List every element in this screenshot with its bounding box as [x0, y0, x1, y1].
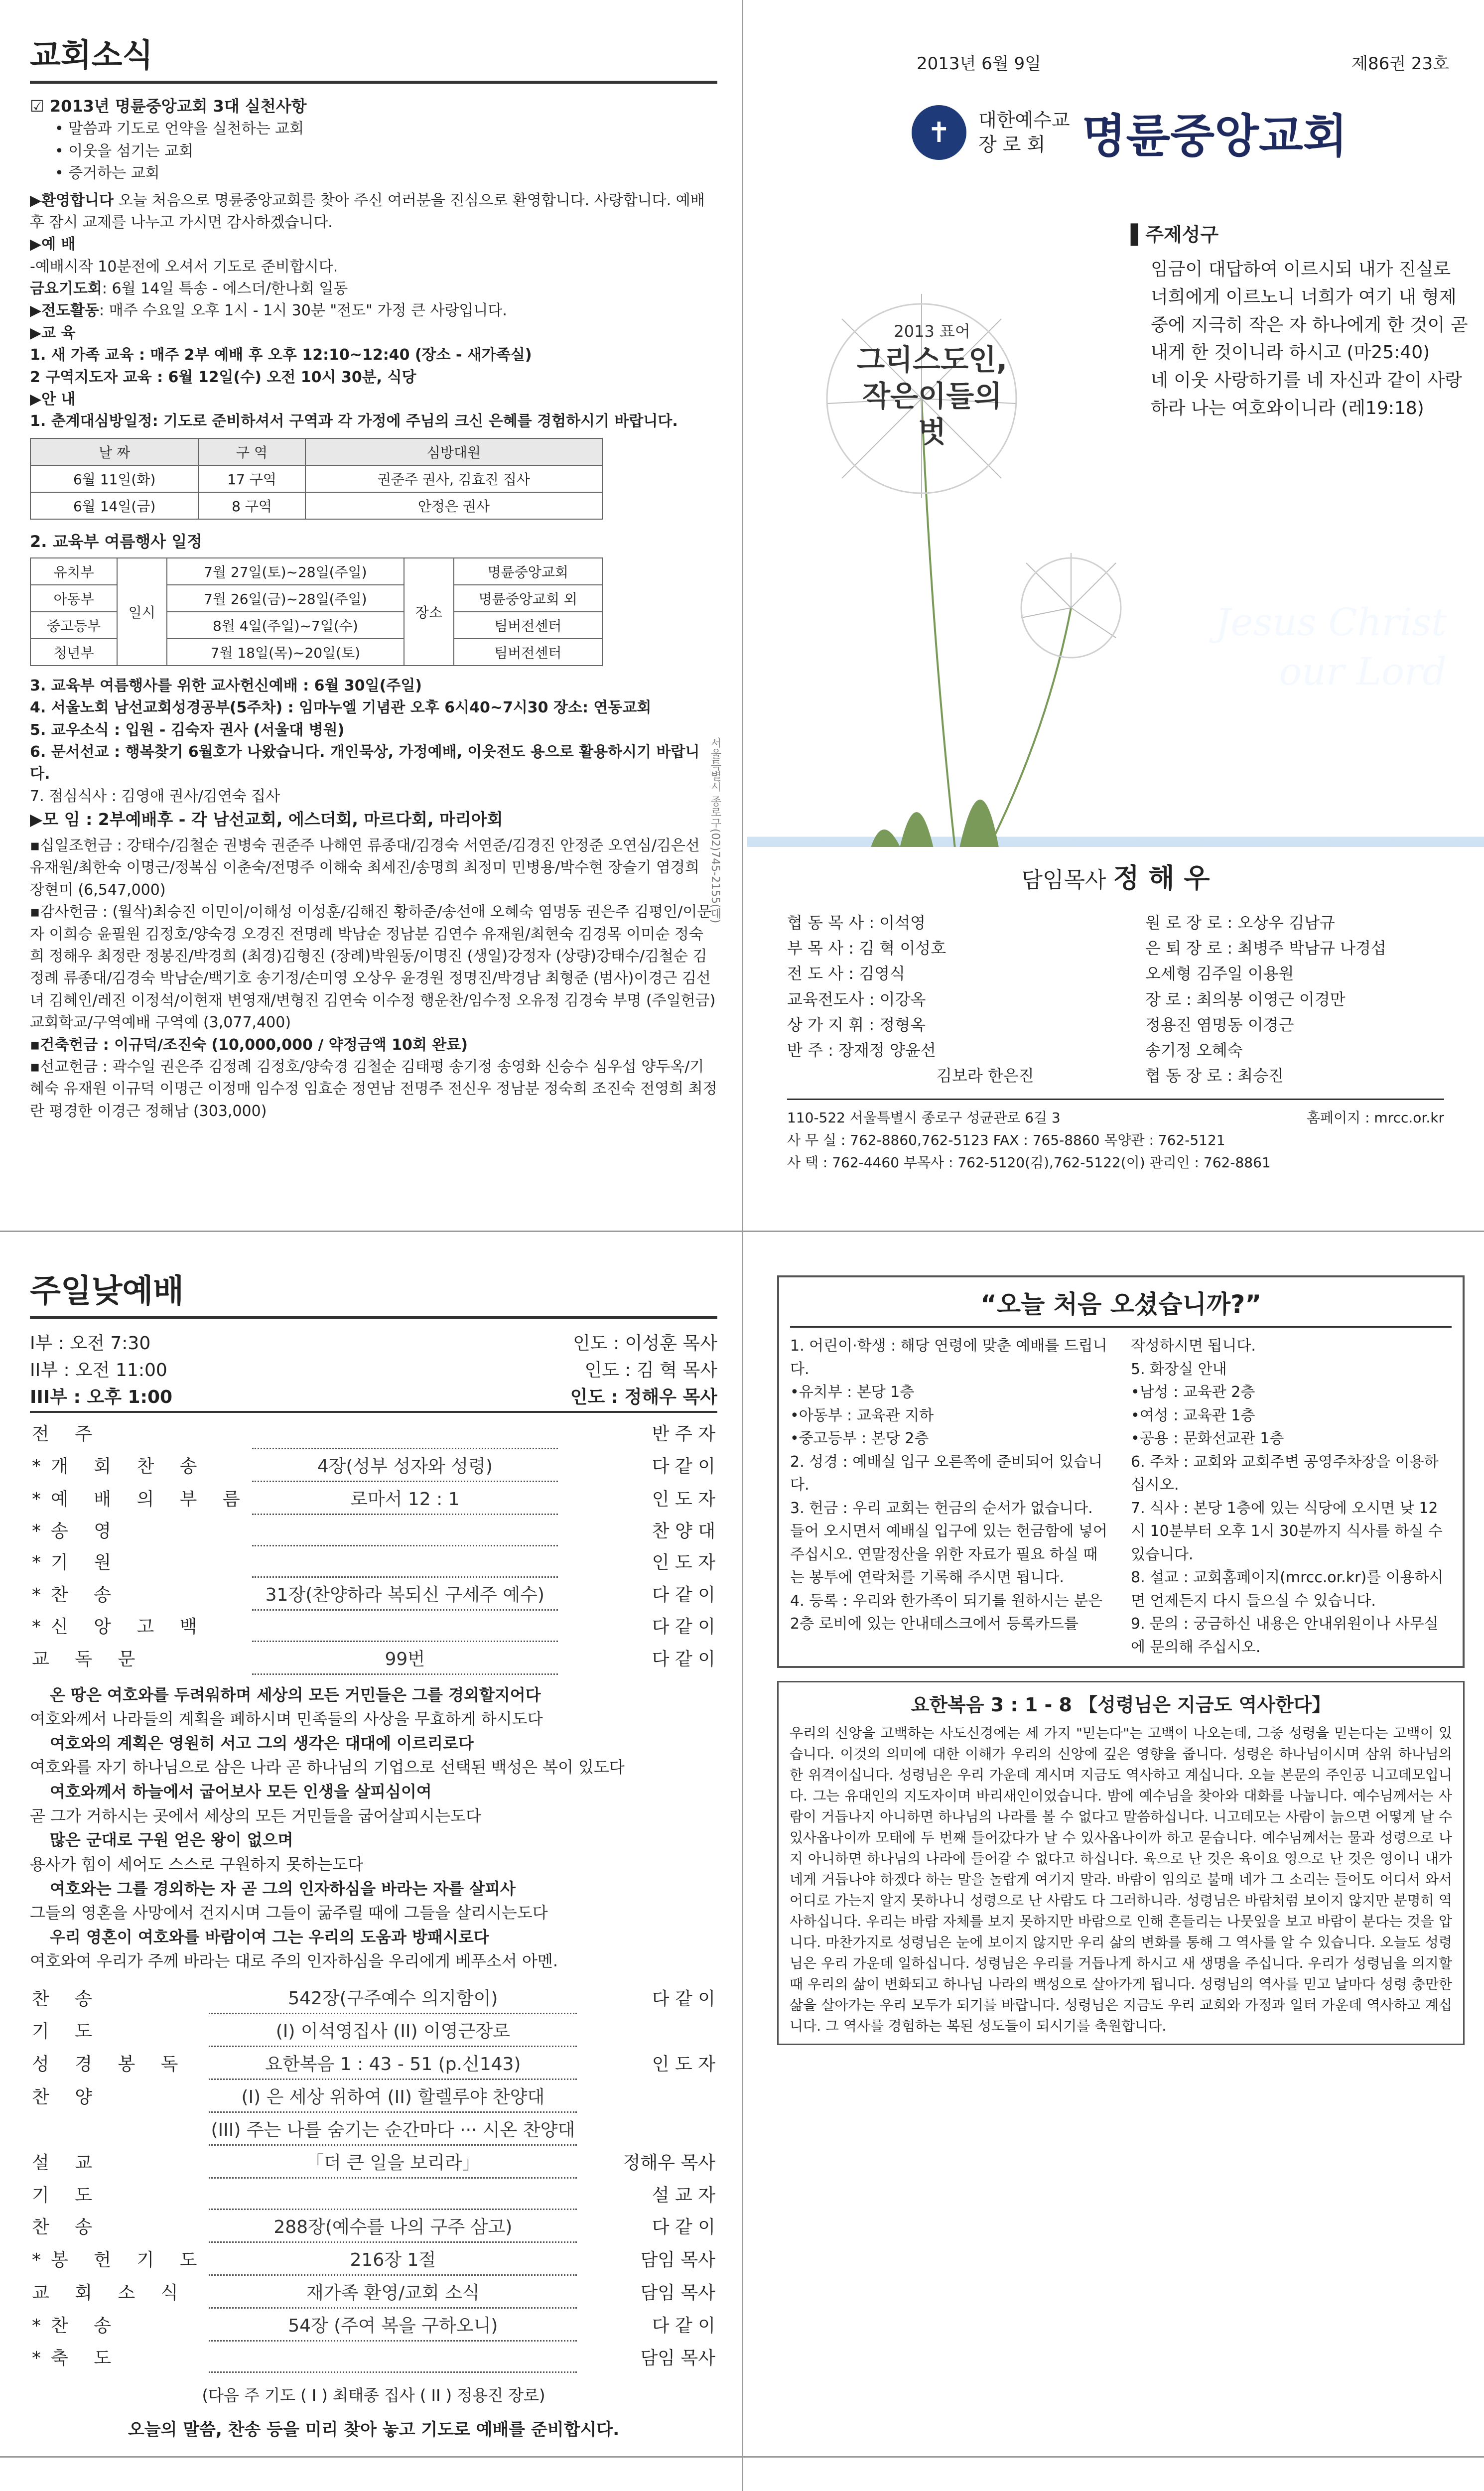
welcome-item: •공용 : 문화선교관 1층 [1131, 1430, 1284, 1447]
order-leader: 다 같 이 [652, 1988, 715, 2009]
welcome-item: •유치부 : 본당 1층 [790, 1384, 915, 1401]
sermon-box [777, 1681, 1465, 2045]
notice-line: 3. 교육부 여름행사를 위한 교사헌신예배 : 6월 30일(주일) [30, 677, 422, 694]
practice-title: 2013년 명륜중앙교회 3대 실천사항 [49, 97, 307, 116]
motto-label: 2013 표어 [894, 322, 970, 341]
residence-phone: 사 택 : 762-4460 부목사 : 762-5120(김),762-5122(이) 관리인 : 762-8861 [787, 1154, 1271, 1171]
order-label: 교 회 소 식 [32, 2283, 188, 2303]
table-row: 청년부 7월 18일(목)~20일(토) 팀버전센터 [30, 639, 602, 666]
table-row: 유치부 일시 7월 27일(토)~28일(주일) 장소 명륜중앙교회 [30, 558, 602, 585]
welcome-item: 9. 문의 : 궁금하신 내용은 안내위원이나 사무실에 문의해 주십시오. [1131, 1615, 1439, 1656]
order-label: *개 회 찬 송 [32, 1456, 207, 1477]
church-news-panel [30, 30, 717, 1216]
table-row: 중고등부 8월 4일(주일)~7일(수) 팀버전센터 [30, 612, 602, 639]
order-label: *송 영 [32, 1521, 121, 1541]
order-label: *봉 헌 기 도 [32, 2250, 207, 2270]
order-leader: 설 교 자 [652, 2185, 715, 2206]
notice-line: 7. 점심식사 : 김영애 권사/김연숙 집사 [30, 787, 280, 805]
welcome-item: •중고등부 : 본당 2층 [790, 1430, 929, 1447]
motto-line: 벗 [918, 415, 946, 449]
edu-line: 1. 새 가족 교육 : 매주 2부 예배 후 오후 12:10~12:40 (장소 - 새가족실) [30, 346, 532, 364]
order-label: *신 앙 고 백 [32, 1617, 207, 1637]
homepage: 홈페이지 : mrcc.or.kr [1307, 1109, 1444, 1126]
practice-item: • 이웃을 섬기는 교회 [55, 142, 194, 160]
offering-item: ▪십일조헌금 : 강태수/김철순 권병숙 권준주 나해연 류종대/김경숙 서연준/김경진 안정준 오연심/김은선 유재원/최한숙 이명근/정복심 이춘숙/전명주 이해숙 최세진/송명희 최정미 민병용/박수현 장슬기 염경희 장현미 (6,547,000) [30, 837, 700, 899]
welcome-item: •아동부 : 교육관 지하 [790, 1406, 934, 1424]
welcome-item: 3. 헌금 : 우리 교회는 헌금의 순서가 없습니다. 들어 오시면서 예배실 입구에 있는 헌금함에 넣어 주십시오. 연말정산을 위한 자료가 필요 하실 때는 봉투에 연락처를 기록해 주시면 됩니다. [790, 1499, 1107, 1586]
order-label: 교 독 문 [32, 1649, 145, 1669]
fold-line-horizontal-1 [0, 1231, 1484, 1232]
order-content [209, 2341, 577, 2372]
order-row [30, 2079, 717, 2112]
order-label: 기 도 [32, 2185, 102, 2206]
church-logo [912, 100, 1348, 165]
order-content: 4장(성부 성자와 성령) [252, 1448, 558, 1481]
order-leader: 담임 목사 [640, 2283, 715, 2303]
notice-items [30, 190, 717, 433]
theme-verse: ▌주제성구 임금이 대답하여 이르시되 내가 진실로 너희에게 이르노니 너희가 여기 내 형제 중에 지극히 작은 자 하나에게 한 것이 곧 내게 한 것이니라 하시고 (마25:40) 네 이웃 사랑하기를 네 자신과 같이 사랑하라 나는 여호와이니라 (레19:18) [1131, 224, 1468, 418]
order-content: 216장 1절 [209, 2242, 577, 2275]
notice-item: 금요기도회: 6월 14일 특송 - 에스더/한나회 일동 [30, 280, 348, 298]
notice-more: 3. 교육부 여름행사를 위한 교사헌신예배 : 6월 30일(주일) 4. 서울노회 남선교회성경공부(5주차) : 임마누엘 기념관 오후 6시40~7시30 장소: 연동교회 5. 교우소식 : 입원 - 김숙자 권사 (서울대 병원) 6. 문서선교 : 행복찾기 6월호가 나왔습니다. 개인묵상, 가정예배, 이웃전도 용으로 활용하시기 바랍니다. 7. 점심식사 : 김영애 권사/김연숙 집사 ▶모 임 : 2부예배후 - 각 남선교회, 에스더회, 마르다회, 마리아회 [30, 675, 717, 832]
practice-item: • 증거하는 교회 [55, 164, 160, 182]
order-leader: 다 같 이 [652, 1456, 715, 1477]
welcome-item: 8. 설교 : 교회홈페이지(mrcc.or.kr)를 이용하시면 언제든지 다시 들으실 수 있습니다. [1131, 1569, 1444, 1610]
order-row [30, 1545, 717, 1577]
service-times [30, 1330, 717, 1413]
staff-row: 부 목 사 : 김 혁 이성호 은 퇴 장 로 : 최병주 박남규 나경섭 [787, 939, 1386, 958]
order-row [30, 2178, 717, 2210]
welcome-left [790, 1335, 1111, 1659]
order-row [30, 1448, 717, 1481]
welcome-item: 작성하시면 됩니다. [1131, 1337, 1256, 1355]
order-leader: 다 같 이 [652, 1617, 715, 1637]
senior-pastor: 담임목사 정 해 우 [1021, 862, 1210, 894]
table-row: 6월 14일(금) 8 구역 안정은 권사 [30, 492, 602, 519]
order-label: 찬 송 [32, 1988, 102, 2009]
order-label: *찬 송 [32, 2316, 121, 2336]
order-row [30, 1481, 717, 1514]
order-content [252, 1514, 558, 1545]
order-content: 로마서 12 : 1 [252, 1481, 558, 1514]
responsive-line: 우리 영혼이 여호와를 바람이여 그는 우리의 도움과 방패시로다 [50, 1927, 489, 1946]
guide-line: 1. 춘계대심방일정: 기도로 준비하셔서 구역과 각 가정에 주님의 크신 은혜를 경험하시기 바랍니다. [30, 413, 678, 430]
order-row [30, 2308, 717, 2341]
offering-item: ▪건축헌금 : 이규덕/조진숙 (10,000,000 / 약정금액 10회 완료) [30, 1036, 468, 1054]
staff-row: 전 도 사 : 김영식 오세형 김주일 이용원 [787, 964, 1294, 983]
order-leader [577, 2112, 717, 2145]
service-time-row: I부 : 오전 7:30 인도 : 이성훈 목사 [30, 1333, 717, 1354]
order-label [30, 2112, 209, 2145]
welcome-title: “오늘 처음 오셨습니까?” [790, 1284, 1452, 1328]
order-content [209, 2178, 577, 2210]
motto-line: 그리스도인, [857, 343, 1008, 377]
order-leader [577, 2079, 717, 2112]
order-label: *기 원 [32, 1552, 121, 1573]
sermon-title: 요한복음 3 : 1 - 8 【성령님은 지금도 역사한다】 [911, 1694, 1331, 1716]
welcome-item: 7. 식사 : 본당 1층에 있는 식당에 오시면 낮 12시 10분부터 오후 1시 30분까지 식사를 하실 수 있습니다. [1131, 1499, 1443, 1563]
order-row [30, 1577, 717, 1610]
cross-icon: ✝ [912, 105, 966, 160]
table-row: 6월 11일(화) 17 구역 권준주 권사, 김효진 집사 [30, 465, 602, 492]
welcome-item: 6. 주차 : 교회와 교회주변 공영주차장을 이용하십시오. [1131, 1453, 1439, 1494]
practice-list [30, 118, 717, 184]
welcome-panel [777, 1275, 1465, 2441]
order-row [30, 2275, 717, 2308]
responsive-line: 여호와를 자기 하나님으로 삼은 나라 곧 하나님의 기업으로 선택된 백성은 복이 있도다 [30, 1758, 625, 1777]
responsive-line: 그들의 영혼을 사망에서 건지시며 그들이 굶주릴 때에 그들을 살리시는도다 [30, 1903, 548, 1923]
meeting-line: 모 임 : 2부예배후 - 각 남선교회, 에스더회, 마르다회, 마리아회 [42, 810, 503, 830]
table-row: 아동부 7월 26일(금)~28일(주일) 명륜중앙교회 외 [30, 585, 602, 612]
welcome-columns [790, 1335, 1452, 1659]
welcome-item: 2. 성경 : 예배실 입구 오른쪽에 준비되어 있습니다. [790, 1453, 1103, 1494]
staff-list [787, 910, 1444, 1089]
edu-line: 2 구역지도자 교육 : 6월 12일(수) 오전 10시 30분, 식당 [30, 368, 416, 386]
motto [857, 319, 1007, 450]
order-label: 기 도 [32, 2021, 102, 2042]
order-row [30, 1514, 717, 1545]
offering-list [30, 835, 717, 1122]
order-label: 전 주 [32, 1424, 102, 1444]
order-leader: 인 도 자 [652, 2054, 715, 2075]
sunday-service-panel [30, 1265, 717, 2441]
order-content: 99번 [252, 1641, 558, 1674]
responsive-line: 여호와여 우리가 주께 바라는 대로 주의 인자하심을 우리에게 베푸소서 아멘. [30, 1951, 558, 1971]
order-leader: 찬 양 대 [652, 1521, 715, 1541]
order-leader: 다 같 이 [652, 2217, 715, 2237]
welcome-item: •여성 : 교육관 1층 [1131, 1406, 1255, 1424]
order-leader: 다 같 이 [652, 1649, 715, 1669]
order-leader: 반 주 자 [652, 1424, 715, 1444]
order-content: 288장(예수를 나의 구주 삼고) [209, 2210, 577, 2242]
order-leader: 담임 목사 [640, 2348, 715, 2368]
fold-line-vertical [742, 0, 743, 2491]
order-row [30, 2047, 717, 2079]
order-row [30, 1981, 717, 2014]
order-row [30, 1417, 717, 1448]
order-content: (III) 주는 나를 숨기는 순간마다 ··· 시온 찬양대 [209, 2112, 577, 2145]
notice-line: 5. 교우소식 : 입원 - 김숙자 권사 (서울대 병원) [30, 721, 345, 739]
order-content: 54장 (주여 복을 구하오니) [209, 2308, 577, 2341]
notice-item: ▶전도활동: 매주 수요일 오후 1시 - 1시 30분 "전도" 가정 큰 사랑입니다. [30, 302, 507, 320]
welcome-box [777, 1275, 1465, 1668]
staff-row: 반 주 : 장재정 양윤선 송기정 오혜숙 [787, 1040, 1243, 1060]
staff-panel [747, 847, 1484, 1231]
responsive-line: 여호와께서 하늘에서 굽어보사 모든 인생을 살피심이여 [50, 1782, 432, 1801]
order-row [30, 2112, 717, 2145]
order-label: 설 교 [32, 2153, 102, 2173]
fold-line-horizontal-2 [0, 2456, 1484, 2458]
order-row [30, 2242, 717, 2275]
order-content [252, 1545, 558, 1577]
order-content: 542장(구주예수 의지함이) [209, 1981, 577, 2014]
next-prayer-note: (다음 주 기도 ( I ) 최태종 집사 ( II ) 정용진 장로) [202, 2386, 545, 2405]
responsive-line: 곧 그가 거하시는 곳에서 세상의 모든 거민들을 굽어살피시는도다 [30, 1806, 481, 1825]
church-news-title: 교회소식 [30, 30, 717, 84]
notice-line: 4. 서울노회 남선교회성경공부(5주차) : 임마누엘 기념관 오후 6시40~7시30 장소: 연동교회 [30, 699, 652, 717]
order-leader [577, 2014, 717, 2047]
order-label: 찬 양 [32, 2087, 102, 2107]
worship-order-2 [30, 1981, 717, 2373]
order-content [252, 1610, 558, 1641]
order-content: 요한복음 1 : 43 - 51 (p.신143) [209, 2047, 577, 2079]
welcome-item: 5. 화장실 안내 [1131, 1360, 1227, 1378]
side-print: 서울특별시 종로구(02)745-2155(대) [709, 737, 721, 924]
cover-date: 2013년 6월 9일 [917, 54, 1041, 74]
welcome-item: 1. 어린이·학생 : 해당 연령에 맞춘 예배를 드립니다. [790, 1337, 1107, 1378]
responsive-line: 용사가 힘이 세어도 스스로 구원하지 못하는도다 [30, 1854, 364, 1874]
offering-item: ▪선교헌금 : 곽수일 권은주 김정례 김정호/양숙경 김철순 김태평 송기정 송영화 신승수 심우섭 양두옥/기혜숙 유재원 이규덕 이명근 이정매 임수정 임효순 정연남 전명주 전신우 정남분 정숙희 조진숙 전영희 최정란 평경한 이경근 정해남 (303,000) [30, 1058, 717, 1120]
summer-table [30, 557, 603, 666]
order-leader: 정해우 목사 [623, 2153, 715, 2173]
church-name: 명륜중앙교회 [1081, 110, 1348, 163]
staff-row: 교육전도사 : 이강옥 장 로 : 최의봉 이영근 이경만 [787, 989, 1346, 1009]
order-content: (I) 이석영집사 (II) 이영근장로 [209, 2014, 577, 2047]
order-label: *축 도 [32, 2348, 121, 2368]
summer-title: 2. 교육부 여름행사 일정 [30, 532, 203, 551]
jesus-christ-text: Jesus Christ our Lord [1215, 600, 1447, 693]
order-leader: 다 같 이 [652, 2316, 715, 2336]
order-row [30, 2341, 717, 2372]
motto-line: 작은이들의 [862, 379, 1002, 413]
order-label: 성 경 봉 독 [32, 2054, 188, 2075]
staff-row: 상 가 지 휘 : 정형옥 정용진 염명동 이경근 [787, 1015, 1294, 1034]
order-leader: 인 도 자 [652, 1552, 715, 1573]
order-row [30, 2210, 717, 2242]
worship-order-1 [30, 1417, 717, 1675]
order-content: 「더 큰 일을 보리라」 [209, 2145, 577, 2178]
responsive-line: 여호와께서 나라들의 계획을 폐하시며 민족들의 사상을 무효하게 하시도다 [30, 1709, 543, 1729]
order-row [30, 1610, 717, 1641]
responsive-line: 여호와의 계획은 영원히 서고 그의 생각은 대대에 이르리로다 [50, 1733, 474, 1753]
order-row [30, 2014, 717, 2047]
order-label: *예 배 의 부 름 [32, 1489, 250, 1510]
practice-item: • 말씀과 기도로 언약을 실천하는 교회 [55, 120, 304, 138]
welcome-item: 4. 등록 : 우리와 한가족이 되기를 원하시는 분은 2층 로비에 있는 안내데스크에서 등록카드를 [790, 1592, 1103, 1633]
office-phone: 사 무 실 : 762-8860,762-5123 FAX : 765-8860 목양관 : 762-5121 [787, 1132, 1225, 1149]
order-content [252, 1417, 558, 1448]
responsive-line: 온 땅은 여호와를 두려워하며 세상의 모든 거민들은 그를 경외할지어다 [50, 1685, 541, 1704]
service-time-row: II부 : 오전 11:00 인도 : 김 혁 목사 [30, 1360, 717, 1381]
church-address: 110-522 서울특별시 종로구 성균관로 6길 3 [787, 1109, 1061, 1126]
responsive-reading [30, 1683, 717, 1974]
order-row [30, 2145, 717, 2178]
responsive-line: 여호와는 그를 경외하는 자 곧 그의 인자하심을 바라는 자를 살피사 [50, 1879, 516, 1898]
staff-row: 김보라 한은진 협 동 장 로 : 최승진 [937, 1066, 1284, 1086]
sunday-title: 주일낮예배 [30, 1265, 717, 1319]
notice-item: -예배시작 10분전에 오셔서 기도로 준비합시다. [30, 258, 338, 276]
prepare-note: 오늘의 말씀, 찬송 등을 미리 찾아 놓고 기도로 예배를 준비합시다. [128, 2420, 620, 2440]
service-time-row: III부 : 오후 1:00 인도 : 정해우 목사 [30, 1384, 717, 1413]
practice-box: ☑ 2013년 명륜중앙교회 3대 실천사항 • 말씀과 기도로 언약을 실천하는 교회 • 이웃을 섬기는 교회 • 증거하는 교회 [30, 95, 717, 185]
contact-info [787, 1099, 1444, 1174]
guide-head: ▶안 내 [30, 391, 76, 409]
sermon-body: 우리의 신앙을 고백하는 사도신경에는 세 가지 "믿는다"는 고백이 나오는데, 그중 성령을 믿는다는 고백이 있습니다. 이것의 의미에 대한 이해가 우리의 신앙에 깊은 영향을 줍니다. 성령은 하나님이시며 삼위 하나님의 한 위격이십니다. 성령님은 우리 가운데 계시며 지금도 역사하고 계십니다. 오늘 본문의 주인공 니고데모입니다. 그는 유대인의 지도자이며 바리새인이었습니다. 밤에 예수님을 찾아와 대화를 나눕니다. 예수님께서는 사람이 거듭나지 아니하면 하나님의 나라를 볼 수 없다고 말씀하십니다. 니고데모는 사람이 늙으면 어떻게 날 수 있사옵나이까 모태에 두 번째 들어갔다가 날 수 있사옵나이까 하고 묻습니다. 예수님께서는 물과 성령으로 나지 아니하면 하나님의 나라에 들어갈 수 없다고 하십니다. 육으로 난 것은 육이요 영으로 난 것은 영이니 내가 네게 거듭나야 하겠다 하는 말을 놀랍게 여기지 말라. 바람이 임의로 불매 네가 그 소리는 들어도 어디서 와서 어디로 가는지 알지 못하나니 성령으로 난 사람도 다 그러하니라. 성령님은 바람처럼 보이지 않지만 분명히 역사하십니다. 우리는 바람 자체를 보지 못하지만 바람으로 인해 흔들리는 나뭇잎을 보고 바람이 분다는 것을 압니다. 마찬가지로 성령님은 눈에 보이지 않지만 우리 삶의 변화를 통해 그 역사를 알 수 있습니다. 오늘도 성령님은 우리 가운데 일하십니다. 성령님은 우리를 거듭나게 하시고 새 생명을 주십니다. 우리가 성령님을 의지할 때 우리의 삶이 변화되고 하나님 나라의 백성으로 살아가게 됩니다. 성령님의 역사를 믿고 날마다 성령 충만한 삶을 살아가는 우리 모두가 되기를 바랍니다. 성령님은 지금도 우리 교회와 가정과 일터 가운데 역사하고 계십니다. 그 역사를 경험하는 복된 성도들이 되시기를 축원합니다. [790, 1725, 1452, 2034]
order-leader: 다 같 이 [652, 1584, 715, 1605]
offering-item: ▪감사헌금 : (월삭)최승진 이민이/이해성 이성훈/김해진 황하준/송선애 오혜숙 염명동 권은주 김평인/이문자 이희승 윤필원 김정호/양숙경 오경진 전명례 박남순 정남분 김연수 유재원/최현숙 김경목 이미순 정숙희 정해우 최정란 정봉진/박경희 (최경)김형진 (장례)박원동/이명진 (생일)강정자 (상량)강태수/김철순 김정례 류종대/김경숙 박남순/백기호 송기정/손미영 오상우 윤경원 정명진/박경남 최형준 (범사)이경근 김선녀 김혜인/레진 이정석/이현재 변영재/변형진 김연숙 이수정 행운찬/임수정 오유정 김경숙 부명 (주일헌금)교회학교/구역예배 구역예 (3,077,400) [30, 903, 716, 1032]
notice-line: 6. 문서선교 : 행복찾기 6월호가 나왔습니다. 개인묵상, 가정예배, 이웃전도 용으로 활용하시기 바랍니다. [30, 743, 700, 783]
order-leader: 담임 목사 [640, 2250, 715, 2270]
order-content: 31장(찬양하라 복되신 구세주 예수) [252, 1577, 558, 1610]
order-label: 찬 송 [32, 2217, 102, 2237]
notice-item: ▶환영합니다 오늘 처음으로 명륜중앙교회를 찾아 주신 여러분을 진심으로 환영합니다. 사랑합니다. 예배 후 잠시 교제를 나누고 가시면 감사하겠습니다. [30, 191, 705, 231]
order-content: 재가족 환영/교회 소식 [209, 2275, 577, 2308]
order-content: (I) 은 세상 위하여 (II) 할렐루야 찬양대 [209, 2079, 577, 2112]
order-label: *찬 송 [32, 1584, 121, 1605]
order-leader: 인 도 자 [652, 1489, 715, 1510]
cover-issue: 제86권 23호 [1351, 54, 1449, 74]
visit-table: 날 짜 구 역 심방대원 6월 11일(화) 17 구역 권준주 권사, 김효진 집사 6월 14일(금) 8 구역 안정은 권사 [30, 438, 603, 520]
welcome-item: •남성 : 교육관 2층 [1131, 1384, 1255, 1401]
welcome-right [1131, 1335, 1452, 1659]
notice-item: ▶교 육 [30, 324, 76, 342]
responsive-line: 많은 군대로 구원 얻은 왕이 없으며 [50, 1830, 293, 1850]
staff-row: 협 동 목 사 : 이석영 원 로 장 로 : 오상우 김남규 [787, 913, 1335, 932]
notice-item: ▶예 배 [30, 236, 76, 254]
denomination: 대한예수교 장 로 회 [978, 109, 1070, 155]
order-row [30, 1641, 717, 1674]
